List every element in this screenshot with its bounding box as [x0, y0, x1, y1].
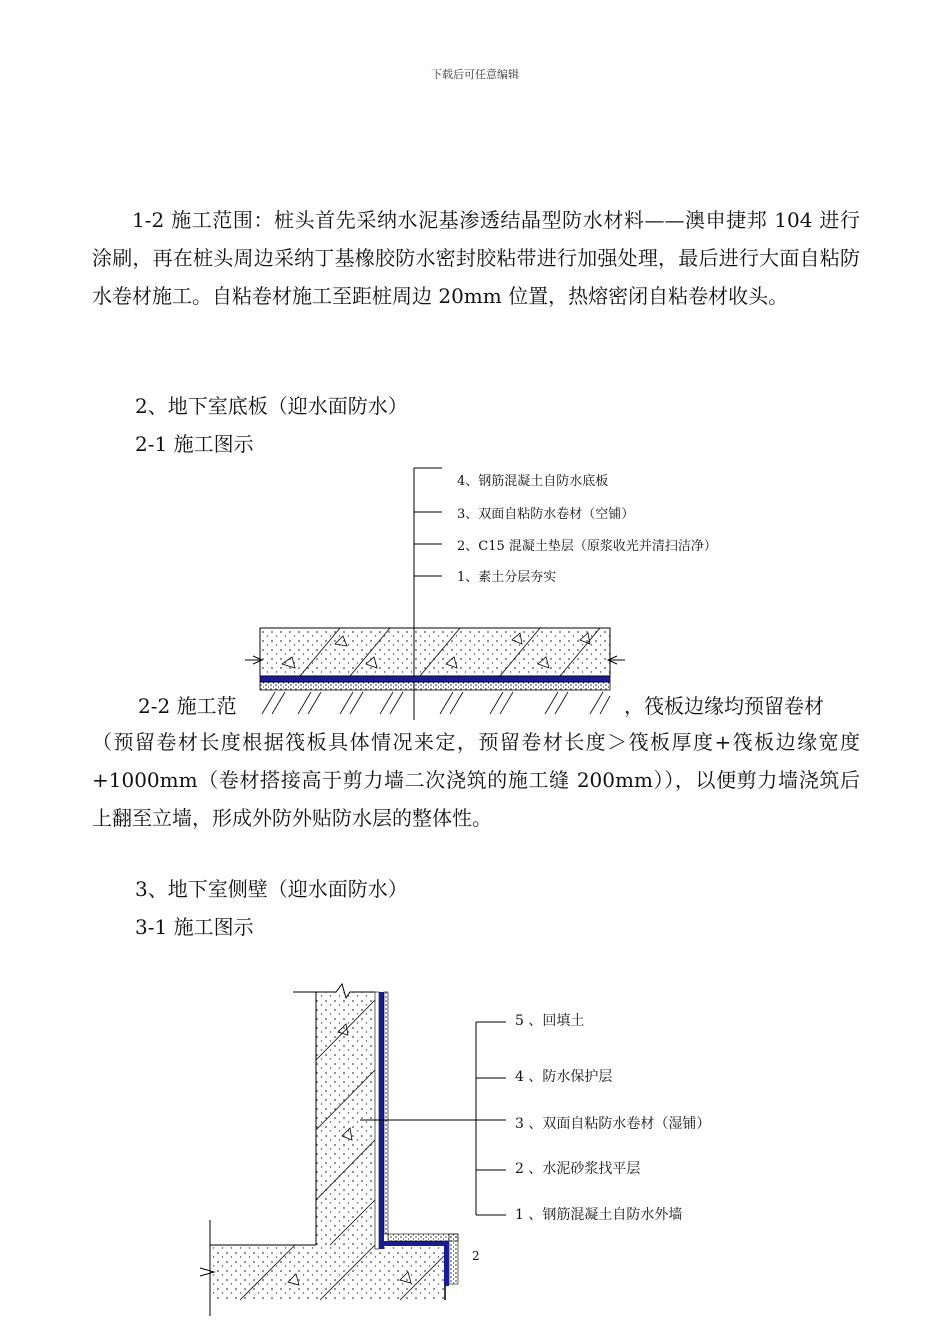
- protection-layer-horizontal: [388, 1234, 458, 1241]
- wall-label-2: 2 、水泥砂浆找平层: [515, 1161, 641, 1177]
- floor-label-3: 3、双面自粘防水卷材（空铺）: [457, 507, 635, 522]
- paragraph-1-2: 1-2 施工范围：桩头首先采纳水泥基渗透结晶型防水材料——澳申捷邦 104 进行涂刷，再在桩头周边采纳丁基橡胶防水密封胶粘带进行加强处理，最后进行大面自粘防水卷材施工。自粘卷材施工至距桩周边 20mm 位置，热熔密闭自粘卷材收头。: [92, 208, 860, 308]
- section-3-1-title: 3-1 施工图示: [135, 915, 254, 939]
- diagram-mark: 2: [472, 1249, 480, 1263]
- floor-label-2: 2、C15 混凝土垫层（原浆收光并清扫洁净）: [457, 539, 717, 554]
- wall-label-1: 1 、钢筋混凝土自防水外墙: [515, 1207, 683, 1223]
- membrane-layer-horizontal: [379, 1241, 449, 1246]
- membrane-layer-end: [444, 1241, 449, 1286]
- wall-label-5: 5 、回填土: [515, 1013, 585, 1029]
- section-2-1-title: 2-1 施工图示: [135, 432, 254, 456]
- wall-label-3: 3 、双面自粘防水卷材（湿铺）: [515, 1116, 711, 1132]
- section-2-2-suffix: ，筏板边缘均预留卷材: [624, 694, 824, 718]
- floor-label-4: 4、钢筋混凝土自防水底板: [457, 474, 609, 489]
- floor-label-1: 1、素土分层夯实: [457, 570, 557, 585]
- section-2-2-body: （预留卷材长度根据筏板具体情况来定，预留卷材长度＞筏板厚度+筏板边缘宽度+1000mm（卷材搭接高于剪力墙二次浇筑的施工缝 200mm）），以便剪力墙浇筑后上翻至立墙，形成外防外贴防水层的整体性。: [92, 730, 860, 830]
- section-3-title: 3、地下室侧壁（迎水面防水）: [135, 877, 408, 901]
- page-header: 下载后可任意编辑: [431, 68, 519, 81]
- wall-concrete-fill: [210, 992, 445, 1300]
- wall-label-4: 4 、防水保护层: [515, 1069, 613, 1085]
- section-2-2-prefix: 2-2 施工范: [138, 694, 237, 718]
- protection-layer-vertical: [384, 992, 388, 1234]
- section-2-title: 2、地下室底板（迎水面防水）: [135, 394, 408, 418]
- protection-layer-end: [449, 1234, 458, 1284]
